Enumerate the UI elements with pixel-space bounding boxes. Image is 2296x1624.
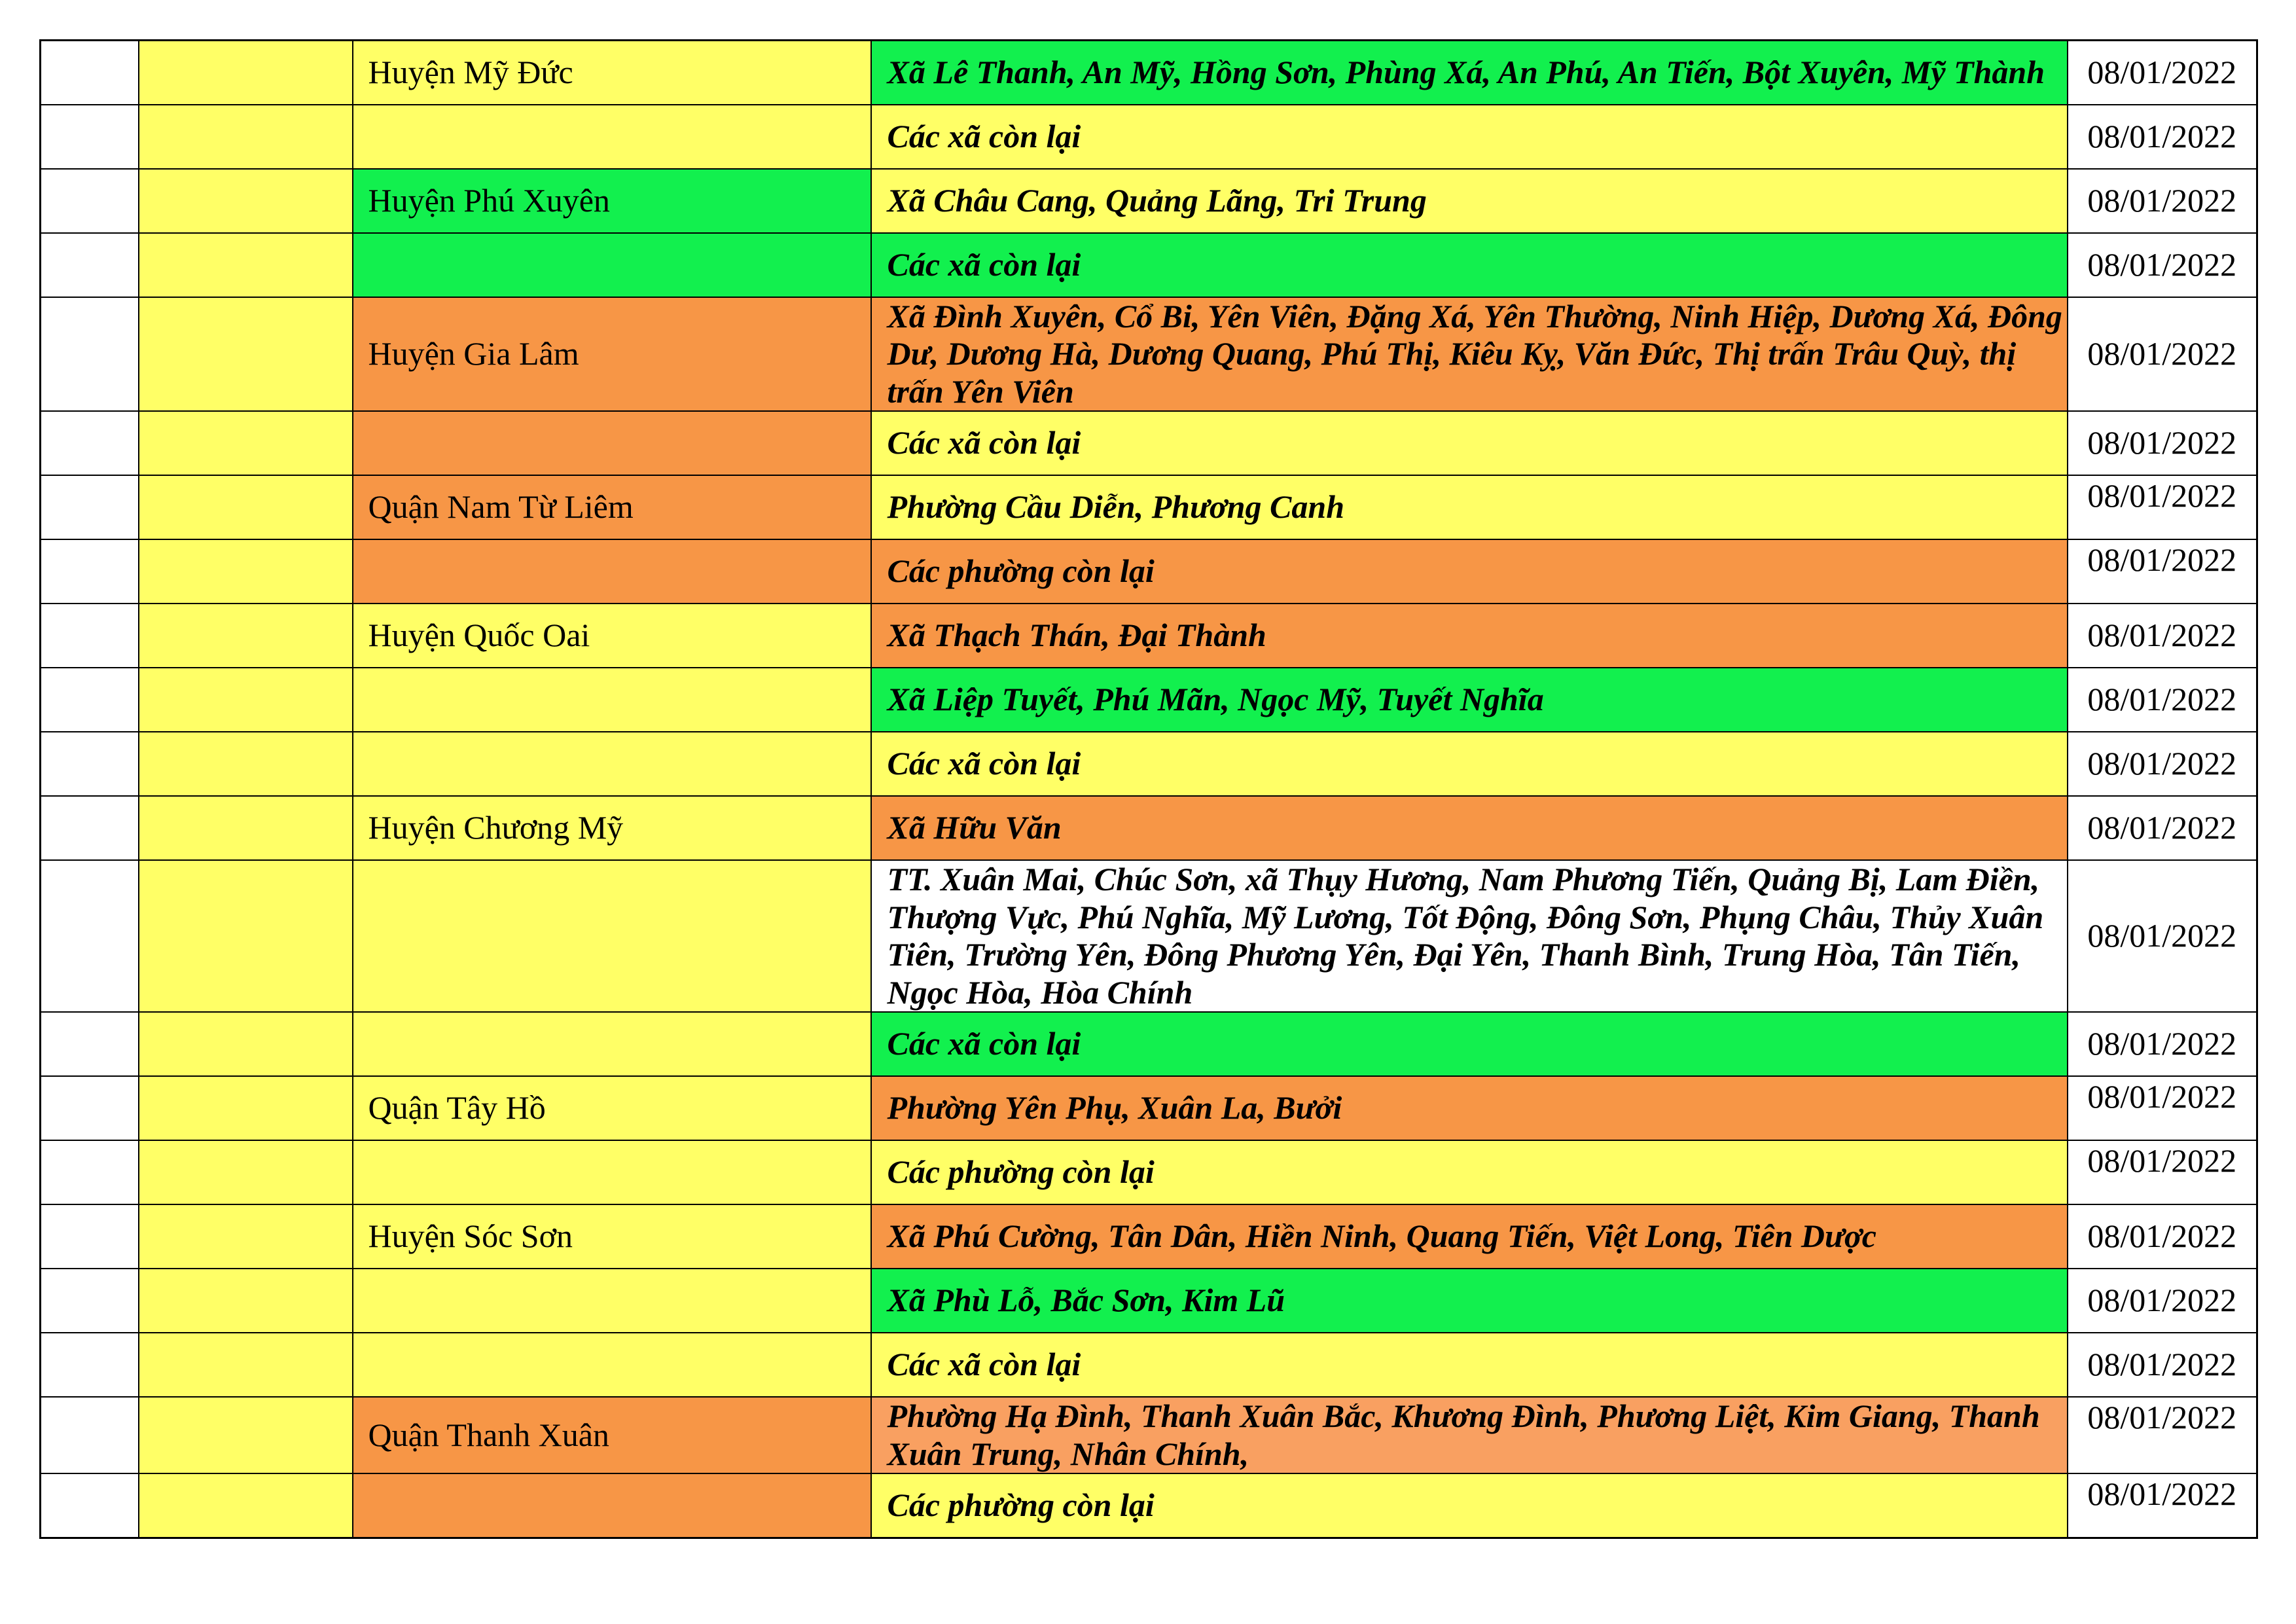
index-cell [41,41,139,105]
area-cell: Xã Châu Cang, Quảng Lãng, Tri Trung [871,169,2068,233]
index-cell [41,169,139,233]
date-cell: 08/01/2022 [2068,297,2257,412]
area-cell: Các xã còn lại [871,732,2068,796]
area-cell: Phường Cầu Diễn, Phương Canh [871,475,2068,539]
area-cell: Các xã còn lại [871,1012,2068,1076]
area-cell: Xã Phù Lỗ, Bắc Sơn, Kim Lũ [871,1269,2068,1333]
district-cell: Huyện Gia Lâm [353,297,871,412]
table-row [41,1204,2257,1269]
index-cell [41,604,139,668]
table-row [41,604,2257,668]
table-row [41,1012,2257,1076]
district-cell [353,860,871,1012]
table-row [41,860,2257,1012]
group-cell [139,411,353,475]
index-cell [41,1473,139,1538]
group-cell [139,1397,353,1473]
table-row [41,539,2257,604]
date-cell: 08/01/2022 [2068,668,2257,732]
group-cell [139,1140,353,1204]
group-cell [139,169,353,233]
area-cell: Các phường còn lại [871,1473,2068,1538]
area-cell: Xã Phú Cường, Tân Dân, Hiền Ninh, Quang Tiến, Việt Long, Tiên Dược [871,1204,2068,1269]
table-row [41,668,2257,732]
index-cell [41,1204,139,1269]
district-cell: Huyện Quốc Oai [353,604,871,668]
group-cell [139,1012,353,1076]
group-cell [139,860,353,1012]
area-cell: Xã Thạch Thán, Đại Thành [871,604,2068,668]
group-cell [139,539,353,604]
date-cell: 08/01/2022 [2068,41,2257,105]
date-cell: 08/01/2022 [2068,1076,2257,1140]
date-cell: 08/01/2022 [2068,169,2257,233]
index-cell [41,1397,139,1473]
district-cell: Huyện Phú Xuyên [353,169,871,233]
group-cell [139,41,353,105]
group-cell [139,105,353,169]
group-cell [139,475,353,539]
date-cell: 08/01/2022 [2068,1473,2257,1538]
area-cell: Các xã còn lại [871,105,2068,169]
table-row [41,105,2257,169]
date-cell: 08/01/2022 [2068,233,2257,297]
district-cell: Quận Tây Hồ [353,1076,871,1140]
date-cell: 08/01/2022 [2068,860,2257,1012]
zone-table [39,39,2258,1539]
date-cell: 08/01/2022 [2068,1140,2257,1204]
group-cell [139,796,353,860]
district-cell [353,1140,871,1204]
area-cell: Các xã còn lại [871,411,2068,475]
district-cell: Huyện Sóc Sơn [353,1204,871,1269]
group-cell [139,1076,353,1140]
date-cell: 08/01/2022 [2068,1333,2257,1397]
group-cell [139,297,353,412]
table-row [41,732,2257,796]
group-cell [139,604,353,668]
index-cell [41,105,139,169]
table-row [41,796,2257,860]
index-cell [41,233,139,297]
date-cell: 08/01/2022 [2068,475,2257,539]
index-cell [41,411,139,475]
index-cell [41,475,139,539]
index-cell [41,1012,139,1076]
table-row [41,1076,2257,1140]
table-row [41,475,2257,539]
table-row [41,1140,2257,1204]
index-cell [41,297,139,412]
area-cell: Xã Lê Thanh, An Mỹ, Hồng Sơn, Phùng Xá, An Phú, An Tiến, Bột Xuyên, Mỹ Thành [871,41,2068,105]
district-cell [353,1012,871,1076]
date-cell: 08/01/2022 [2068,796,2257,860]
area-cell: Xã Liệp Tuyết, Phú Mãn, Ngọc Mỹ, Tuyết Nghĩa [871,668,2068,732]
table-row [41,1397,2257,1473]
group-cell [139,732,353,796]
district-cell [353,732,871,796]
area-cell: Các xã còn lại [871,1333,2068,1397]
table-row [41,1473,2257,1538]
district-cell [353,1269,871,1333]
district-cell: Quận Nam Từ Liêm [353,475,871,539]
table-row [41,1269,2257,1333]
date-cell: 08/01/2022 [2068,411,2257,475]
index-cell [41,1140,139,1204]
district-cell [353,1473,871,1538]
district-cell: Huyện Chương Mỹ [353,796,871,860]
area-cell: Xã Hữu Văn [871,796,2068,860]
index-cell [41,732,139,796]
area-cell: TT. Xuân Mai, Chúc Sơn, xã Thụy Hương, Nam Phương Tiến, Quảng Bị, Lam Điền, Thượng Vực, Phú Nghĩa, Mỹ Lương, Tốt Động, Đông Sơn, Phụng Châu, Thủy Xuân Tiên, Trường Yên, Đông Phương Yên, Đại Yên, Thanh Bình, Trung Hòa, Tân Tiến, Ngọc Hòa, Hòa Chính [871,860,2068,1012]
area-cell: Các phường còn lại [871,539,2068,604]
group-cell [139,233,353,297]
date-cell: 08/01/2022 [2068,1397,2257,1473]
date-cell: 08/01/2022 [2068,105,2257,169]
district-cell [353,539,871,604]
district-cell: Huyện Mỹ Đức [353,41,871,105]
table-row [41,1333,2257,1397]
index-cell [41,796,139,860]
table-row [41,297,2257,412]
district-cell [353,105,871,169]
index-cell [41,860,139,1012]
area-cell: Các xã còn lại [871,233,2068,297]
index-cell [41,1333,139,1397]
group-cell [139,1333,353,1397]
district-cell [353,1333,871,1397]
group-cell [139,668,353,732]
table-row [41,169,2257,233]
district-cell [353,411,871,475]
index-cell [41,668,139,732]
district-cell [353,668,871,732]
group-cell [139,1473,353,1538]
table-row [41,411,2257,475]
group-cell [139,1269,353,1333]
date-cell: 08/01/2022 [2068,604,2257,668]
date-cell: 08/01/2022 [2068,1269,2257,1333]
table-row [41,41,2257,105]
area-cell: Phường Yên Phụ, Xuân La, Bưởi [871,1076,2068,1140]
date-cell: 08/01/2022 [2068,1204,2257,1269]
date-cell: 08/01/2022 [2068,1012,2257,1076]
date-cell: 08/01/2022 [2068,539,2257,604]
area-cell: Các phường còn lại [871,1140,2068,1204]
index-cell [41,1269,139,1333]
date-cell: 08/01/2022 [2068,732,2257,796]
index-cell [41,539,139,604]
area-cell: Phường Hạ Đình, Thanh Xuân Bắc, Khương Đình, Phương Liệt, Kim Giang, Thanh Xuân Trung, Nhân Chính, [871,1397,2068,1473]
district-cell [353,233,871,297]
district-cell: Quận Thanh Xuân [353,1397,871,1473]
index-cell [41,1076,139,1140]
area-cell: Xã Đình Xuyên, Cổ Bi, Yên Viên, Đặng Xá, Yên Thường, Ninh Hiệp, Dương Xá, Đông Dư, Dương Hà, Dương Quang, Phú Thị, Kiêu Kỵ, Văn Đức, Thị trấn Trâu Quỳ, thị trấn Yên Viên [871,297,2068,412]
table-row [41,233,2257,297]
group-cell [139,1204,353,1269]
